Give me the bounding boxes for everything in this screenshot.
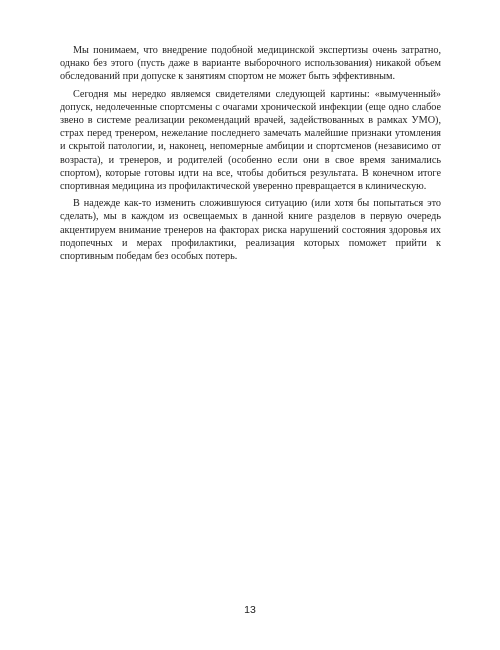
- paragraph-2: Сегодня мы нередко являемся свидетелями следующей картины: «вымученный» допуск, недолеченные спортсмены с очагами хронической инфекции (еще одно слабое звено в системе реализации рекомендаций врачей, задействованных в рамках УМО), страх перед тренером, нежелание последнего замечать малейшие признаки утомления и скрытой патологии, и, наконец, непомерные амбиции и спортсменов (независимо от возраста), и тренеров, и родителей (особенно если они в свое время занимались спортом), которые готовы идти на все, чтобы добиться результата. В конечном итоге спортивная медицина из профилактической уверенно превращается в клиническую.: [60, 88, 441, 193]
- page-number: 13: [244, 604, 256, 616]
- paragraph-3: В надежде как-то изменить сложившуюся ситуацию (или хотя бы попытаться это сделать), мы в каждом из освещаемых в данной книге разделов в первую очередь акцентируем внимание тренеров на факторах риска нарушений состояния здоровья их подопечных и мерах профилактики, реализация которых поможет прийти к спортивным победам без особых потерь.: [60, 198, 441, 263]
- body-text: [60, 44, 441, 267]
- paragraph-1: Мы понимаем, что внедрение подобной медицинской экспертизы очень затратно, однако без этого (пусть даже в варианте выборочного использования) никакой объем обследований при допуске к занятиям спортом не может быть эффективным.: [60, 45, 441, 83]
